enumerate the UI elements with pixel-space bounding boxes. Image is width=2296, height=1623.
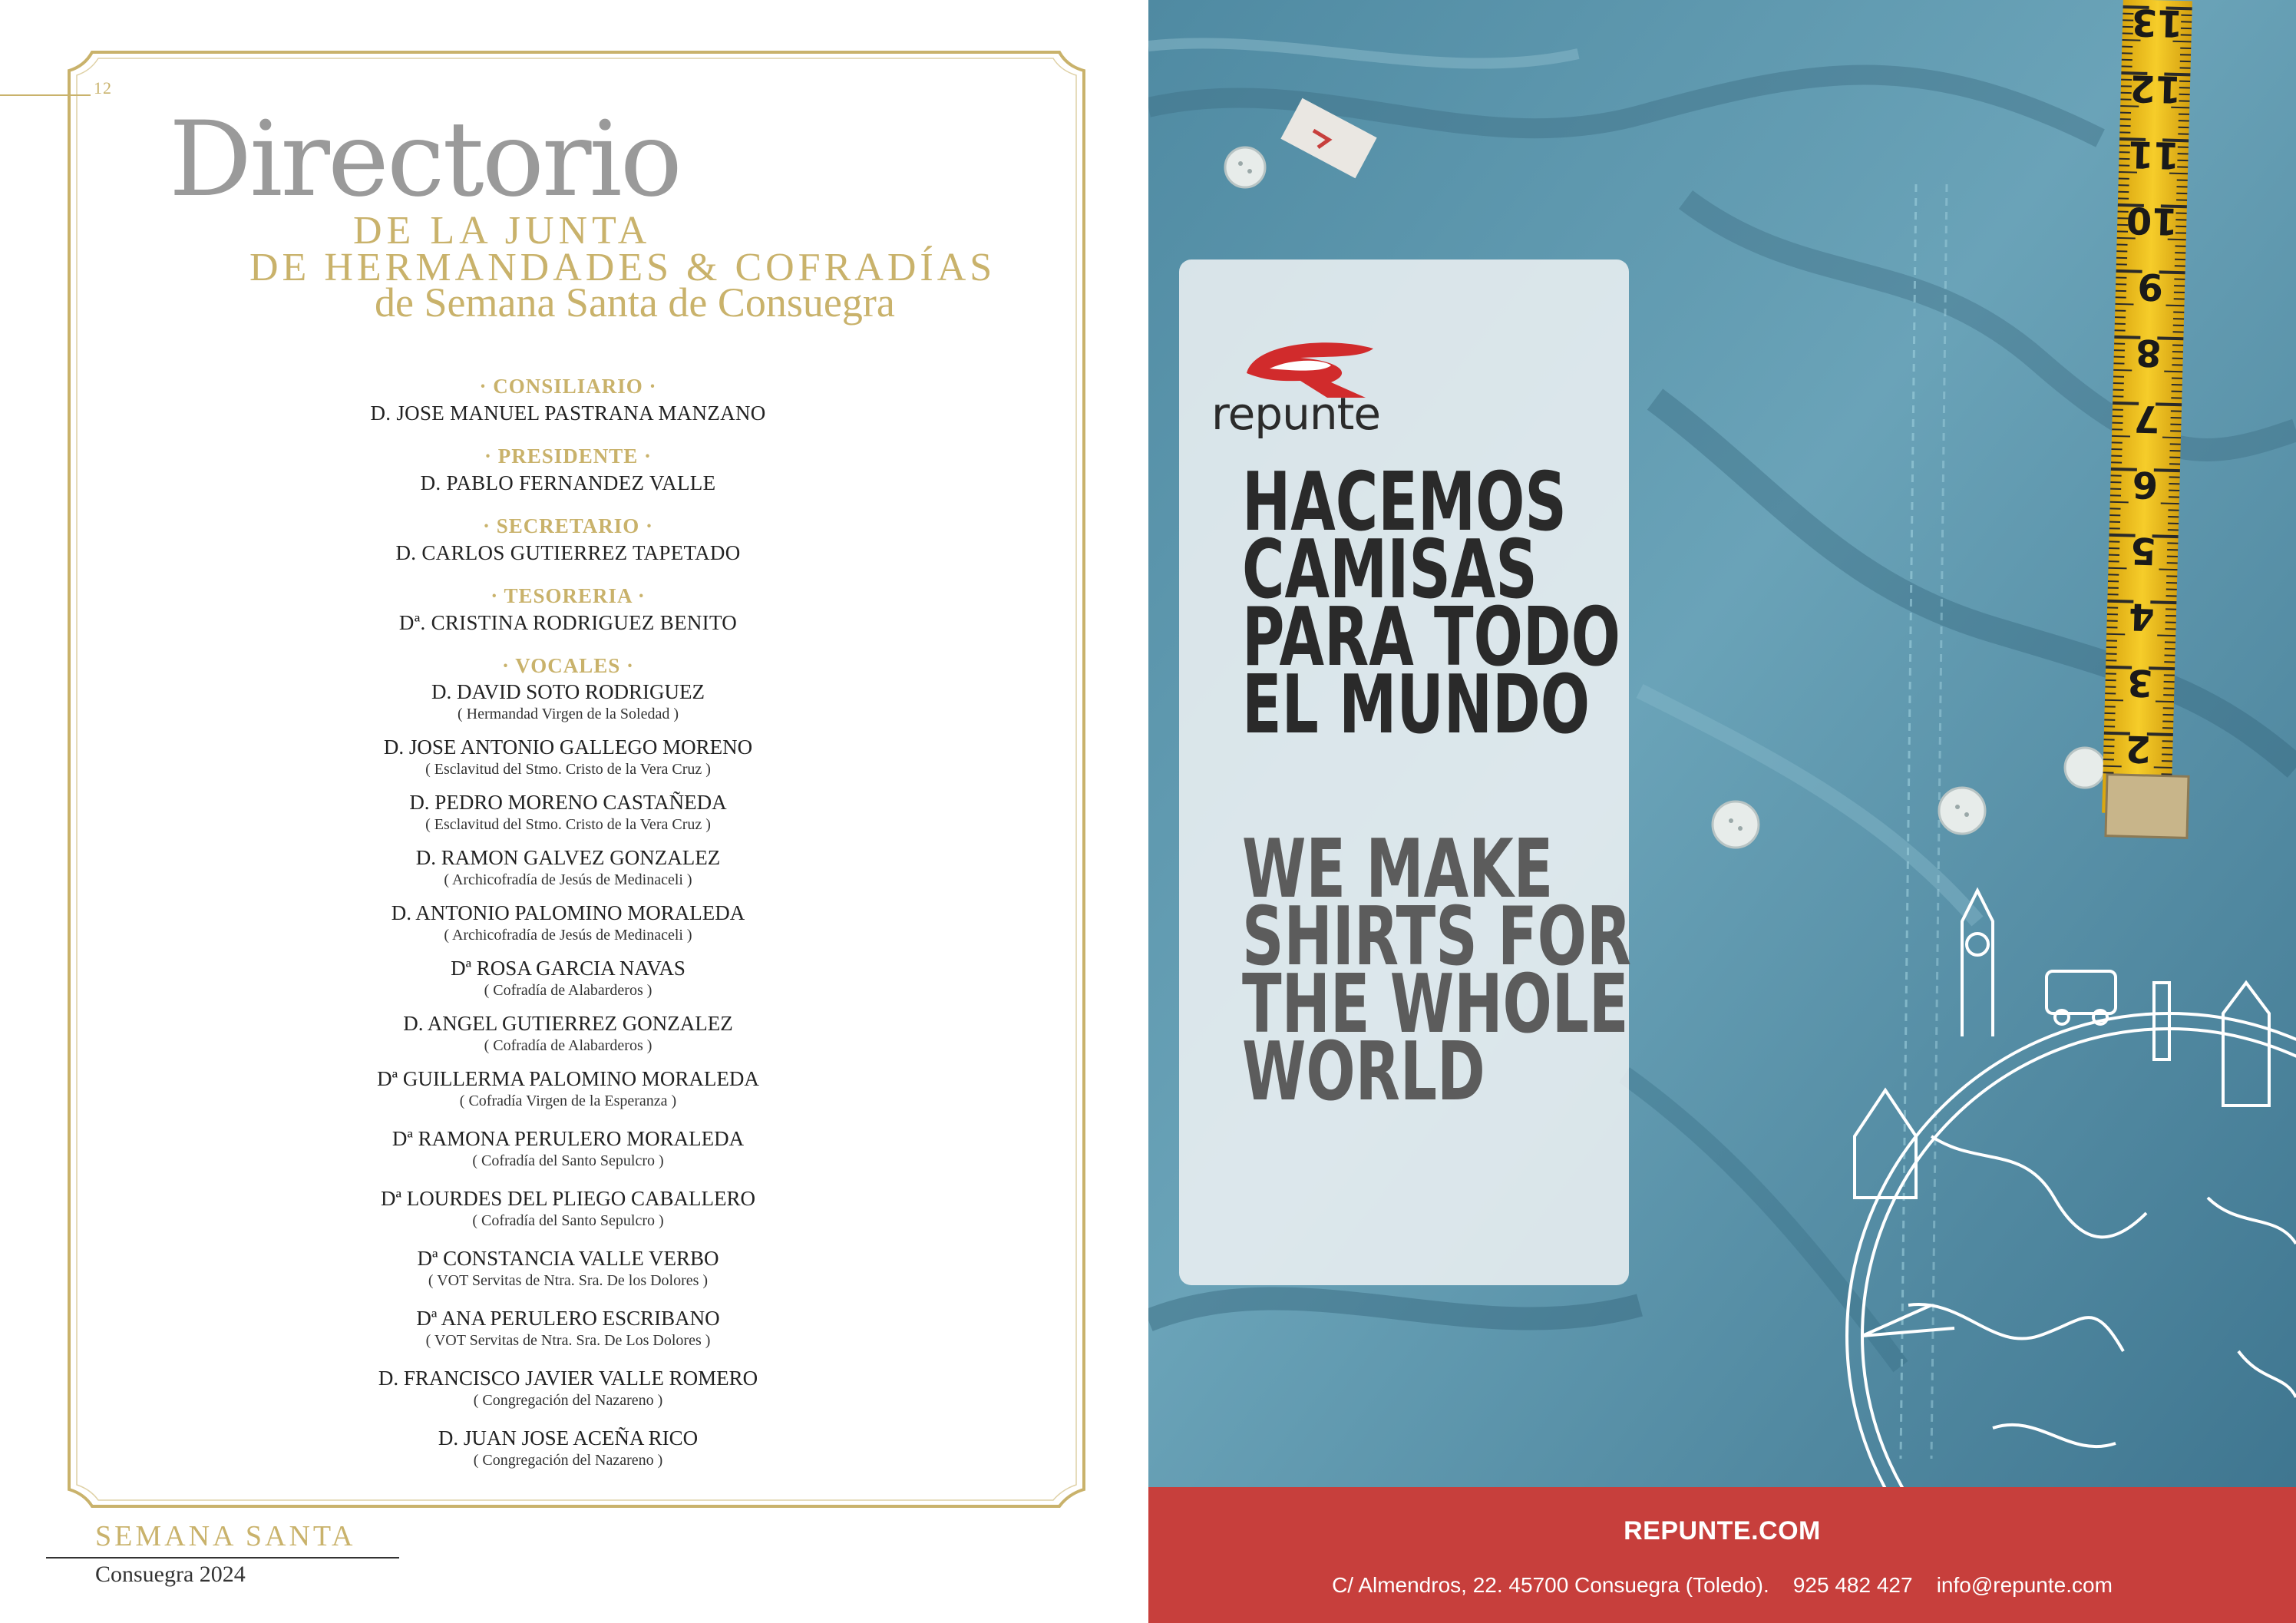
vocal-name: D. DAVID SOTO RODRIGUEZ xyxy=(431,680,705,703)
vocales-heading: · VOCALES · xyxy=(501,654,634,677)
vocal-name: Dª ANA PERULERO ESCRIBANO xyxy=(416,1307,720,1330)
headline-line: SHIRTS FOR xyxy=(1242,890,1632,983)
vocal-affiliation: ( Cofradía de Alabarderos ) xyxy=(484,1037,652,1054)
brand-name: repunte xyxy=(1211,388,1381,440)
vocal-affiliation: ( Archicofradía de Jesús de Medinaceli ) xyxy=(444,927,692,944)
vocal-name: Dª LOURDES DEL PLIEGO CABALLERO xyxy=(381,1187,755,1210)
headline-line: THE WHOLE xyxy=(1242,957,1629,1051)
vocal-name: D. JUAN JOSE ACEÑA RICO xyxy=(438,1426,699,1449)
vocal-affiliation: ( Cofradía Virgen de la Esperanza ) xyxy=(459,1092,677,1109)
tape-number: 10 xyxy=(2126,198,2179,243)
officer-name: D. PABLO FERNANDEZ VALLE xyxy=(420,471,716,494)
footer-title: SEMANA SANTA xyxy=(95,1520,356,1552)
vocal-entry xyxy=(299,734,837,789)
tape-tick xyxy=(2110,502,2129,503)
vocal-entry xyxy=(299,955,837,1010)
vocal-name: D. FRANCISCO JAVIER VALLE ROMERO xyxy=(378,1367,758,1390)
tape-number: 4 xyxy=(2128,594,2156,639)
vocal-entry xyxy=(299,1425,837,1480)
vocal-entry xyxy=(299,1066,837,1126)
tape-tick xyxy=(2154,767,2172,768)
tape-tick xyxy=(2106,634,2125,635)
page-number-rule xyxy=(0,94,91,96)
headline-spanish xyxy=(1242,455,1620,752)
footer-rule xyxy=(46,1557,399,1559)
vocal-affiliation: ( Congregación del Nazareno ) xyxy=(473,1392,663,1409)
tape-tick xyxy=(2103,766,2122,767)
vocal-name: Dª CONSTANCIA VALLE VERBO xyxy=(417,1247,719,1270)
vocal-affiliation: ( Archicofradía de Jesús de Medinaceli ) xyxy=(444,871,692,888)
contact-bar xyxy=(1148,1487,2296,1623)
vocal-entry xyxy=(299,679,837,734)
vocal-affiliation: ( Esclavitud del Stmo. Cristo de la Vera Cruz ) xyxy=(425,816,711,833)
contact-details: C/ Almendros, 22. 45700 Consuegra (Toledo). 925 482 427 info@repunte.com xyxy=(1332,1573,2113,1597)
vocal-affiliation: ( Cofradía de Alabarderos ) xyxy=(484,982,652,999)
tape-tick xyxy=(2105,700,2123,701)
vocal-entry xyxy=(299,1365,837,1425)
vocal-name: D. JOSE ANTONIO GALLEGO MORENO xyxy=(383,735,753,759)
vocal-affiliation: ( VOT Servitas de Ntra. Sra. De los Dolores ) xyxy=(428,1272,709,1289)
page-number: 12 xyxy=(94,78,112,98)
vocal-affiliation: ( Cofradía del Santo Sepulcro ) xyxy=(472,1212,664,1229)
role-heading: · CONSILIARIO · xyxy=(479,375,657,398)
vocal-entry xyxy=(299,1305,837,1365)
headline-line: PARA TODO xyxy=(1242,590,1620,684)
tape-tick xyxy=(2113,370,2132,371)
vocal-name: D. RAMON GALVEZ GONZALEZ xyxy=(415,846,721,869)
vocal-affiliation: ( Hermandad Virgen de la Soledad ) xyxy=(458,706,679,722)
vocal-name: Dª RAMONA PERULERO MORALEDA xyxy=(391,1127,745,1150)
title-line-1: DE LA JUNTA xyxy=(353,209,652,253)
vocal-entry xyxy=(299,789,837,845)
officer-name: D. JOSE MANUEL PASTRANA MANZANO xyxy=(370,402,766,425)
vocal-affiliation: ( Esclavitud del Stmo. Cristo de la Vera Cruz ) xyxy=(425,761,711,778)
vocal-entry xyxy=(299,900,837,955)
vocal-affiliation: ( Congregación del Nazareno ) xyxy=(473,1452,663,1469)
tape-number: 2 xyxy=(2124,726,2152,771)
directory-list xyxy=(299,373,837,1480)
headline-line: CAMISAS xyxy=(1242,523,1538,616)
tape-number: 11 xyxy=(2127,132,2180,177)
vocal-entry xyxy=(299,1185,837,1245)
directory-title xyxy=(169,99,996,338)
vocal-entry xyxy=(299,1245,837,1305)
tape-tick xyxy=(2115,304,2133,305)
tape-tick xyxy=(2108,568,2126,569)
vocal-entry xyxy=(299,1010,837,1066)
role-heading: · PRESIDENTE · xyxy=(484,445,652,468)
headline-line: HACEMOS xyxy=(1242,455,1567,549)
tape-number: 9 xyxy=(2136,264,2164,309)
tape-tick xyxy=(2156,701,2174,702)
title-line-2: DE HERMANDADES & COFRADÍAS xyxy=(249,246,996,289)
role-heading: · SECRETARIO · xyxy=(482,514,654,537)
headline-line: EL MUNDO xyxy=(1242,658,1591,752)
title-line-3: de Semana Santa de Consuegra xyxy=(375,279,895,326)
vocal-affiliation: ( VOT Servitas de Ntra. Sra. De Los Dolores ) xyxy=(425,1332,711,1349)
headline-line: WORLD xyxy=(1242,1025,1485,1119)
headline-english xyxy=(1242,822,1632,1119)
vocal-name: D. PEDRO MORENO CASTAÑEDA xyxy=(409,791,727,814)
tape-number: 5 xyxy=(2129,528,2157,573)
tape-number: 8 xyxy=(2135,330,2162,375)
tape-number: 13 xyxy=(2130,0,2184,45)
vocal-name: D. ANTONIO PALOMINO MORALEDA xyxy=(391,901,745,924)
role-heading: · TESORERIA · xyxy=(491,584,646,607)
tape-number: 3 xyxy=(2126,660,2154,705)
officer-name: D. CARLOS GUTIERREZ TAPETADO xyxy=(395,541,741,564)
officer-name: Dª. CRISTINA RODRIGUEZ BENITO xyxy=(398,611,738,634)
vocal-affiliation: ( Cofradía del Santo Sepulcro ) xyxy=(472,1152,664,1169)
vocal-entry xyxy=(299,845,837,900)
vocal-name: D. ANGEL GUTIERREZ GONZALEZ xyxy=(403,1012,733,1035)
tape-number: 12 xyxy=(2129,66,2182,111)
tape-number: 7 xyxy=(2133,396,2161,441)
headline-line: WE MAKE xyxy=(1242,822,1554,916)
title-main: Directorio xyxy=(169,99,680,220)
advertisement-page xyxy=(1148,0,2296,1623)
tape-number: 6 xyxy=(2131,462,2159,507)
vocal-name: Dª ROSA GARCIA NAVAS xyxy=(451,957,685,980)
vocal-name: Dª GUILLERMA PALOMINO MORALEDA xyxy=(377,1067,759,1090)
tape-tick xyxy=(2157,635,2175,636)
tape-tick xyxy=(2112,436,2130,437)
vocal-entry xyxy=(299,1126,837,1185)
website-link[interactable]: REPUNTE.COM xyxy=(1624,1516,1821,1545)
footer-subtitle: Consuegra 2024 xyxy=(95,1562,246,1587)
